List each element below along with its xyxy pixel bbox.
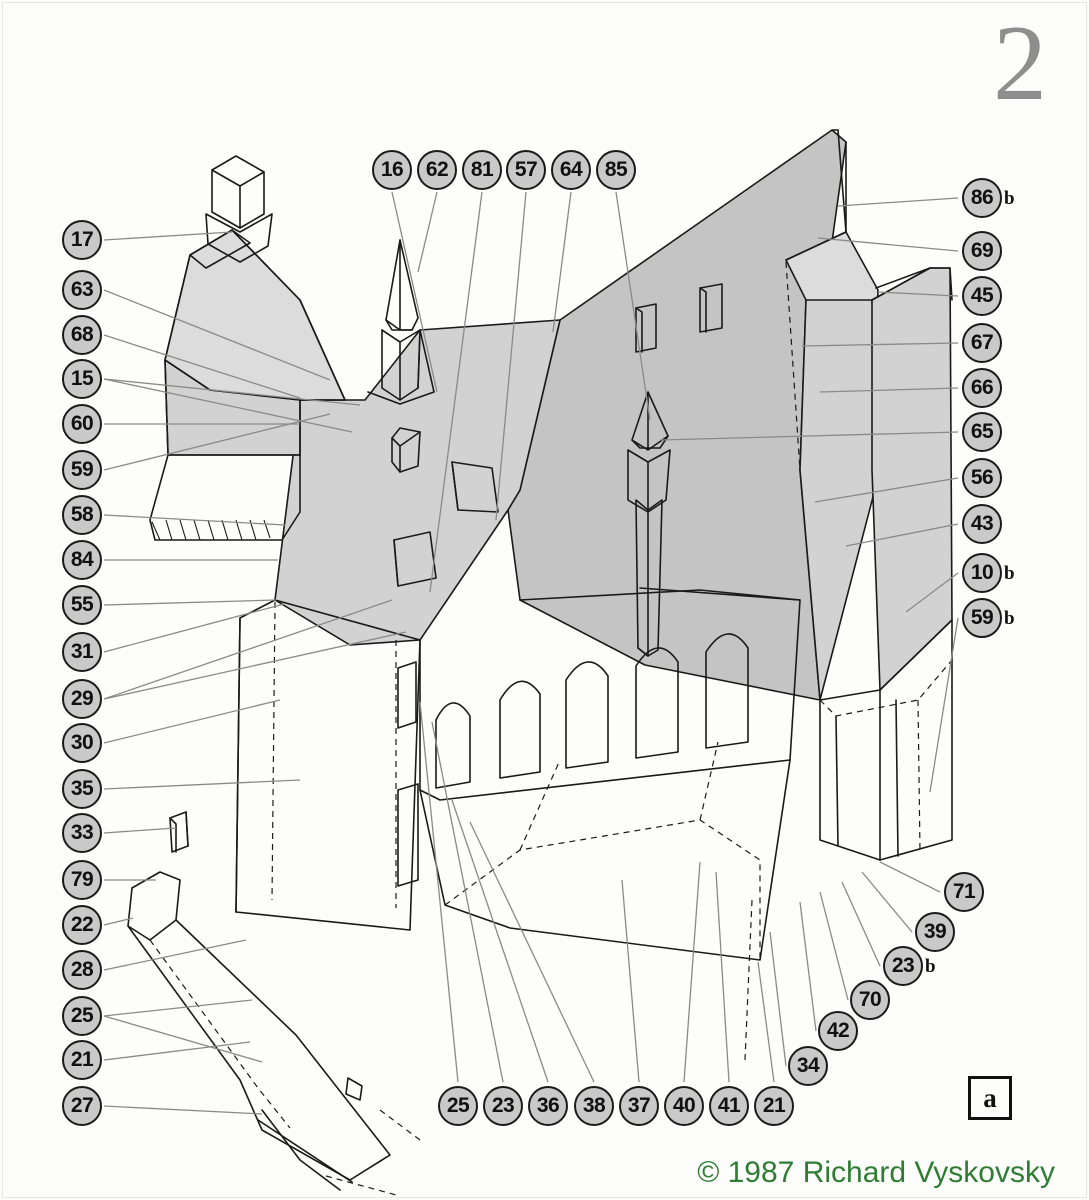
callout-part-21 <box>62 1040 102 1080</box>
callout-number: 60 <box>70 412 94 435</box>
callout-number: 65 <box>970 420 994 443</box>
callout-number: 81 <box>470 158 494 181</box>
callout-part-25 <box>438 1086 478 1126</box>
callout-number: 79 <box>70 868 94 891</box>
callout-number: 27 <box>70 1094 94 1117</box>
callout-part-41 <box>709 1086 749 1126</box>
callout-number: 28 <box>70 958 94 981</box>
callout-part-79 <box>62 860 102 900</box>
callout-part-59b <box>962 598 1015 638</box>
callout-number: 17 <box>70 228 94 251</box>
callout-number: 64 <box>559 158 583 181</box>
callout-number: 69 <box>970 239 994 262</box>
callout-number: 59 <box>970 606 994 629</box>
callout-number: 67 <box>970 331 994 354</box>
callout-number: 22 <box>70 913 94 936</box>
callout-number: 36 <box>536 1094 560 1117</box>
callout-number: 40 <box>672 1094 696 1117</box>
callout-number: 25 <box>446 1094 470 1117</box>
callout-number: 58 <box>70 503 94 526</box>
callout-part-10b <box>962 553 1015 593</box>
callout-part-57 <box>506 150 546 190</box>
callout-part-17 <box>62 220 102 260</box>
callout-part-28 <box>62 950 102 990</box>
callout-number: 15 <box>70 367 94 390</box>
callout-part-58 <box>62 495 102 535</box>
callout-number: 16 <box>380 158 404 181</box>
callout-number: 35 <box>70 777 94 800</box>
callout-part-43 <box>962 504 1002 544</box>
callout-number: 70 <box>858 988 882 1011</box>
callout-part-23 <box>483 1086 523 1126</box>
callout-number: 23 <box>491 1094 515 1117</box>
callout-number: 66 <box>970 376 994 399</box>
callout-number: 33 <box>70 821 94 844</box>
callout-part-33 <box>62 813 102 853</box>
callout-part-66 <box>962 368 1002 408</box>
callout-number: 57 <box>514 158 538 181</box>
callout-part-27 <box>62 1086 102 1126</box>
callout-part-38 <box>574 1086 614 1126</box>
callout-part-68 <box>62 315 102 355</box>
callout-part-39 <box>915 912 955 952</box>
callout-part-22 <box>62 905 102 945</box>
callout-part-64 <box>551 150 591 190</box>
callout-number: 31 <box>70 640 94 663</box>
callout-part-36 <box>528 1086 568 1126</box>
callout-part-29 <box>62 679 102 719</box>
callout-part-81 <box>462 150 502 190</box>
callout-part-21 <box>754 1086 794 1126</box>
callout-part-45 <box>962 276 1002 316</box>
callout-number: 62 <box>425 158 449 181</box>
callout-part-40 <box>664 1086 704 1126</box>
callout-part-86b <box>962 178 1015 218</box>
callout-number: 21 <box>762 1094 786 1117</box>
callout-part-85 <box>596 150 636 190</box>
callout-part-60 <box>62 404 102 444</box>
callout-suffix: b <box>1004 563 1015 584</box>
callout-number: 84 <box>70 548 94 571</box>
callout-number: 85 <box>604 158 628 181</box>
callout-part-65 <box>962 412 1002 452</box>
callout-number: 43 <box>970 512 994 535</box>
callout-number: 25 <box>70 1004 94 1027</box>
callout-number: 45 <box>970 284 994 307</box>
sheet-label: a <box>968 1076 1012 1120</box>
callout-part-25 <box>62 996 102 1036</box>
callout-part-30 <box>62 723 102 763</box>
callout-number: 39 <box>923 920 947 943</box>
callout-number: 41 <box>717 1094 741 1117</box>
callout-number: 56 <box>970 466 994 489</box>
callout-part-70 <box>850 980 890 1020</box>
callout-part-67 <box>962 323 1002 363</box>
callout-part-71 <box>944 872 984 912</box>
callout-number: 10 <box>970 561 994 584</box>
callout-part-35 <box>62 769 102 809</box>
callout-part-59 <box>62 450 102 490</box>
callout-part-62 <box>417 150 457 190</box>
callout-number: 63 <box>70 278 94 301</box>
callout-part-56 <box>962 458 1002 498</box>
callout-number: 23 <box>891 954 915 977</box>
callout-part-84 <box>62 540 102 580</box>
callout-suffix: b <box>1004 608 1015 629</box>
callout-number: 55 <box>70 593 94 616</box>
callout-number: 68 <box>70 323 94 346</box>
page-number: 2 <box>993 4 1047 123</box>
callout-number: 71 <box>952 880 976 903</box>
callout-part-37 <box>619 1086 659 1126</box>
callout-number: 59 <box>70 458 94 481</box>
callout-number: 21 <box>70 1048 94 1071</box>
callout-part-31 <box>62 632 102 672</box>
callout-part-55 <box>62 585 102 625</box>
callout-part-63 <box>62 270 102 310</box>
callout-number: 29 <box>70 687 94 710</box>
callout-part-69 <box>962 231 1002 271</box>
callout-part-23b <box>883 946 936 986</box>
callout-number: 30 <box>70 731 94 754</box>
callout-number: 34 <box>796 1054 820 1077</box>
callout-number: 37 <box>627 1094 651 1117</box>
copyright-notice: © 1987 Richard Vyskovsky <box>697 1156 1055 1189</box>
callout-part-15 <box>62 359 102 399</box>
callout-part-34 <box>788 1046 828 1086</box>
callout-suffix: b <box>925 956 936 977</box>
callout-number: 42 <box>826 1019 850 1042</box>
callout-suffix: b <box>1004 188 1015 209</box>
callout-part-16 <box>372 150 412 190</box>
callout-number: 38 <box>582 1094 606 1117</box>
callout-part-42 <box>818 1011 858 1051</box>
callout-number: 86 <box>970 186 994 209</box>
